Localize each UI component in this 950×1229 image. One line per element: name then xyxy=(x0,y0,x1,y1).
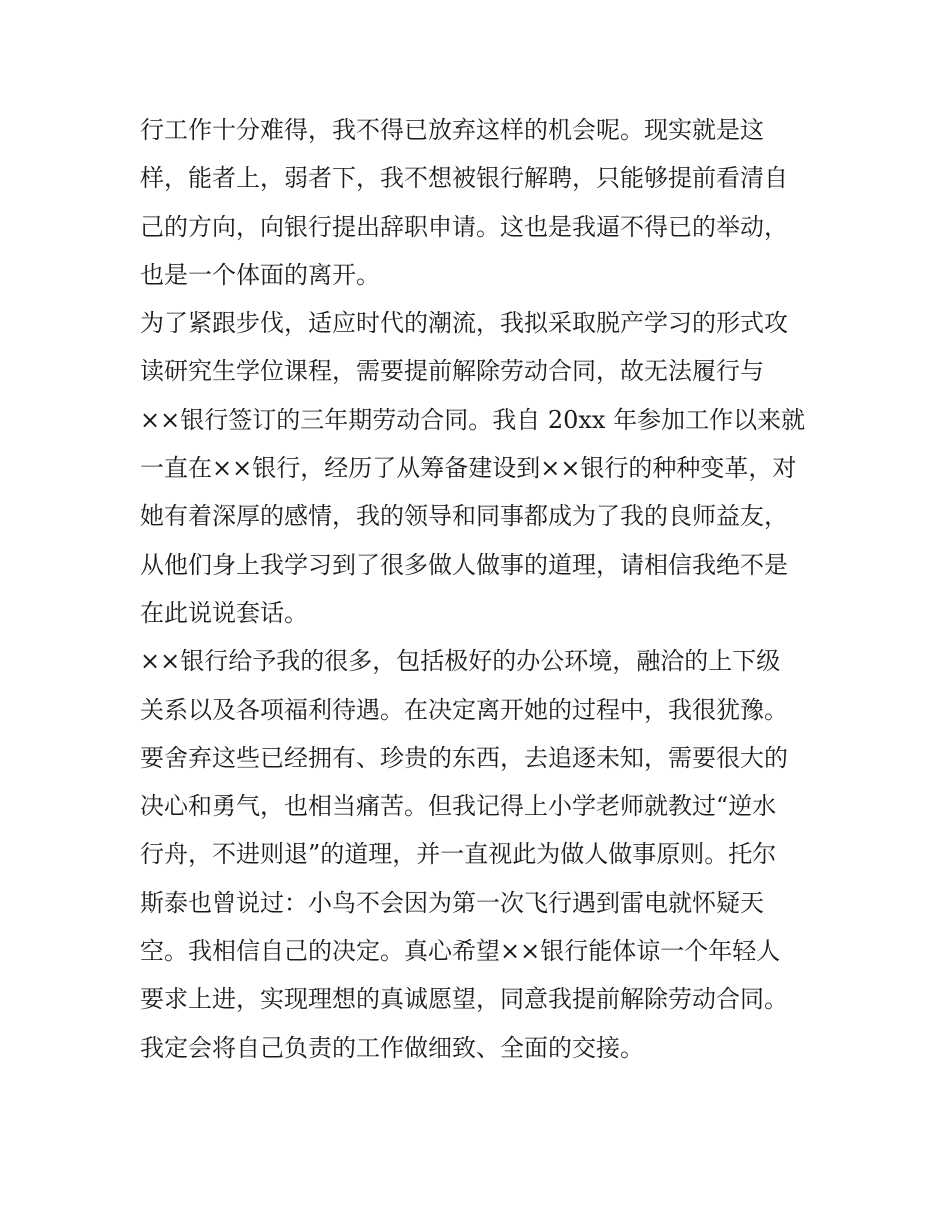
text-line: 也是一个体面的离开。 xyxy=(140,260,380,289)
text-line: 己的方向，向银行提出辞职申请。这也是我逼不得已的举动， xyxy=(140,212,788,241)
text-line: 她有着深厚的感情，我的领导和同事都成为了我的良师益友， xyxy=(140,502,788,531)
text-line: 我定会将自己负责的工作做细致、全面的交接。 xyxy=(140,1033,644,1062)
text-line: 关系以及各项福利待遇。在决定离开她的过程中，我很犹豫。 xyxy=(140,695,788,724)
text-line: 要舍弃这些已经拥有、珍贵的东西，去追逐未知，需要很大的 xyxy=(140,743,788,772)
text-line: 从他们身上我学习到了很多做人做事的道理，请相信我绝不是 xyxy=(140,550,788,579)
text-line: 为了紧跟步伐，适应时代的潮流，我拟采取脱产学习的形式攻 xyxy=(140,309,788,338)
letter-body xyxy=(140,106,830,1072)
text-line: 读研究生学位课程，需要提前解除劳动合同，故无法履行与 xyxy=(140,357,764,386)
text-line: 要求上进，实现理想的真诚愿望，同意我提前解除劳动合同。 xyxy=(140,985,788,1014)
text-line: 决心和勇气，也相当痛苦。但我记得上小学老师就教过“逆水 xyxy=(140,792,777,821)
text-line: 在此说说套话。 xyxy=(140,598,308,627)
text-line: 空。我相信自己的决定。真心希望××银行能体谅一个年轻人 xyxy=(140,937,781,966)
text-line: 斯泰也曾说过：小鸟不会因为第一次飞行遇到雷电就怀疑天 xyxy=(140,888,764,917)
text-line: 一直在××银行，经历了从筹备建设到××银行的种种变革，对 xyxy=(140,454,797,483)
text-line: ××银行给予我的很多，包括极好的办公环境，融洽的上下级 xyxy=(140,647,781,676)
text-line: 行舟，不进则退”的道理，并一直视此为做人做事原则。托尔 xyxy=(140,840,777,869)
text-line: ××银行签订的三年期劳动合同。我自 20xx 年参加工作以来就 xyxy=(140,405,806,434)
text-line: 样，能者上，弱者下，我不想被银行解聘，只能够提前看清自 xyxy=(140,164,788,193)
text-line: 行工作十分难得，我不得已放弃这样的机会呢。现实就是这 xyxy=(140,116,764,144)
